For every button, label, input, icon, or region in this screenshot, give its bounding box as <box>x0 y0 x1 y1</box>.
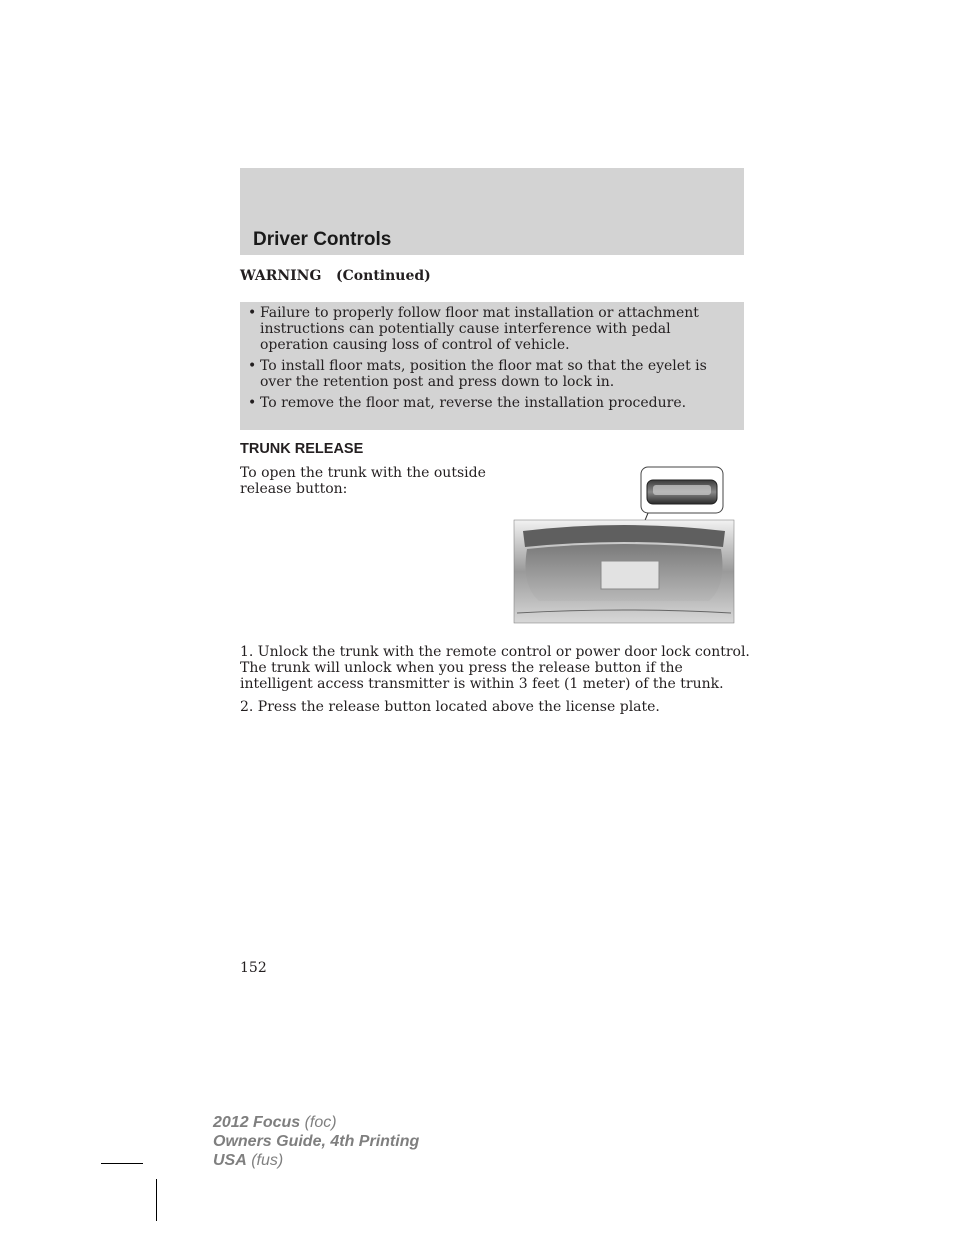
trunk-release-illustration <box>513 465 735 625</box>
warning-heading: WARNING (Continued) <box>240 268 431 284</box>
warning-item-text: To install floor mats, position the floor mat so that the eyelet is over the retention post and press down to lock in. <box>260 358 707 390</box>
release-button-inset <box>641 467 723 513</box>
trunk-body <box>514 520 734 623</box>
trunk-release-heading: TRUNK RELEASE <box>240 441 364 457</box>
footer-line-edition: Owners Guide, 4th Printing <box>213 1133 420 1150</box>
footer-line-market: USA (fus) <box>213 1152 284 1169</box>
warning-item <box>248 305 734 353</box>
warning-box <box>240 302 744 430</box>
page-number: 152 <box>240 960 267 976</box>
bullet-icon: • <box>248 305 257 321</box>
step-2: 2. Press the release button located above the license plate. <box>240 699 660 715</box>
warning-item <box>248 395 734 411</box>
warning-item-text: Failure to properly follow floor mat installation or attachment instructions can potentially cause interference with pedal operation causing loss of control of vehicle. <box>260 305 699 353</box>
section-header-band <box>240 168 744 255</box>
warning-list <box>248 305 734 411</box>
bullet-icon: • <box>248 358 257 374</box>
trunk-release-intro: To open the trunk with the outside release button: <box>240 465 486 497</box>
license-plate <box>601 561 659 589</box>
section-title: Driver Controls <box>253 229 392 250</box>
document-footer <box>213 1113 419 1170</box>
step-1: 1. Unlock the trunk with the remote control or power door lock control. The trunk will unlock when you press the release button if the intelligent access transmitter is within 3 feet (1 meter) of the trunk. <box>240 644 750 692</box>
crop-mark-horizontal <box>101 1163 143 1164</box>
footer-line-model: 2012 Focus (foc) <box>213 1114 337 1131</box>
warning-item <box>248 358 734 390</box>
crop-mark-vertical <box>156 1179 157 1221</box>
bullet-icon: • <box>248 395 257 411</box>
warning-item-text: To remove the floor mat, reverse the installation procedure. <box>260 395 687 411</box>
